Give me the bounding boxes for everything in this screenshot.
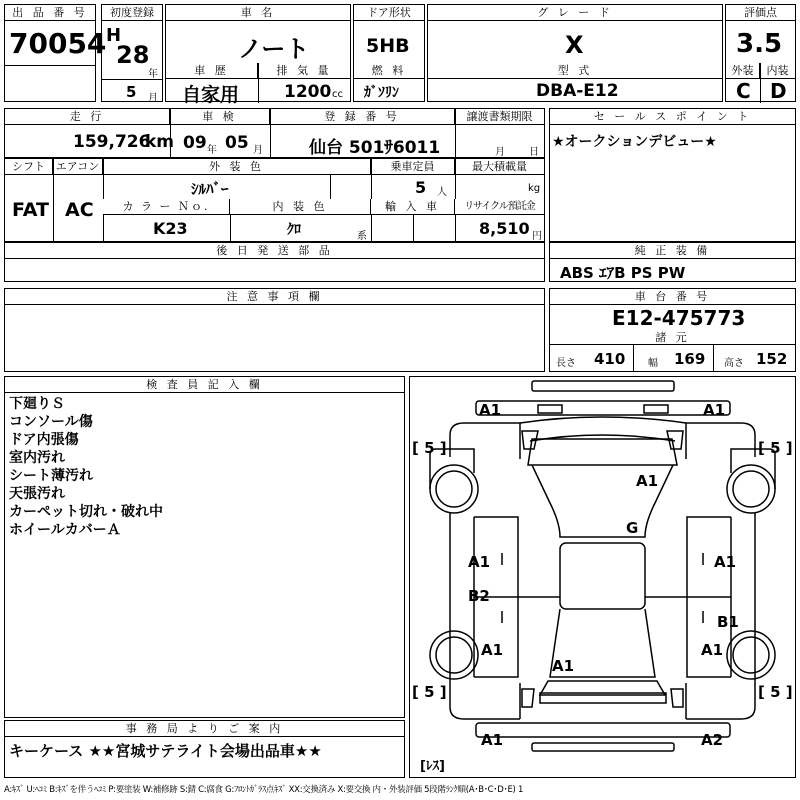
fuel: ｶﾞｿﾘﾝ	[364, 85, 399, 101]
capacity-label: 乗車定員	[371, 159, 455, 175]
inspector-cell	[4, 376, 405, 718]
displacement-unit: cc	[332, 89, 343, 100]
exterior-label: 外装	[726, 63, 760, 79]
recycle-fee: 8,510	[479, 219, 530, 238]
interior-grade: D	[770, 79, 787, 103]
damage-rear-fender-left: A1	[481, 641, 504, 659]
ac-label: エアコン	[53, 159, 103, 175]
damage-rear-right: A2	[701, 731, 724, 749]
height: 152	[756, 350, 788, 368]
transfer-day-unit: 日	[529, 147, 539, 158]
recycle-label: リサイクル預託金	[455, 199, 544, 215]
lot-number-cell	[4, 4, 107, 102]
damage-trunk: A1	[552, 657, 575, 675]
import-label: 輸 入 車	[371, 199, 455, 215]
interior-color: ｸﾛ	[287, 222, 301, 238]
first-registration-cell	[101, 4, 163, 102]
load-label: 最大積載量	[455, 159, 544, 175]
tire-rear-right: [ 5 ]	[758, 683, 793, 701]
load-unit: kg	[528, 183, 541, 194]
shift-label: シフト	[5, 159, 53, 175]
int-color-unit: 系	[357, 231, 367, 242]
spare-tire: [ﾚｽ]	[420, 759, 445, 774]
sales-point-label: セ ー ル ス ポ イ ン ト	[550, 109, 795, 125]
row2	[4, 108, 545, 158]
legend: A:ｷｽﾞ U:ﾍｺﾐ B:ｷｽﾞを伴うﾍｺﾐ P:要塗装 W:補修跡 S:錆 C:腐食 G:ﾌﾛﾝﾄｶﾞﾗｽ点ｷｽﾞ XX:交換済み X:要交換 内・外装評価 5段階ﾗﾝｸ順(A･B･C･D･E) 1	[4, 785, 524, 795]
inspector-note: ドア内張傷	[9, 432, 79, 448]
damage-diagram	[409, 376, 796, 778]
specs-label: 諸 元	[550, 331, 795, 345]
equipment-cell	[549, 242, 796, 282]
history-label: 車 歴	[166, 63, 258, 79]
chassis-label: 車 台 番 号	[550, 289, 795, 305]
inspector-label: 検 査 員 記 入 欄	[5, 377, 404, 393]
mileage-label: 走 行	[5, 109, 170, 125]
history: 自家用	[182, 84, 240, 106]
plate-number: 仙台 501ｻ6011	[309, 138, 441, 158]
width: 169	[674, 350, 706, 368]
damage-rear-left: A1	[481, 731, 504, 749]
damage-bonnet: A1	[636, 472, 659, 490]
recycle-unit: 円	[532, 231, 542, 242]
damage-roof: G	[626, 519, 639, 537]
mileage-unit: km	[145, 132, 175, 152]
era: H	[106, 25, 122, 46]
width-label: 幅	[648, 358, 658, 369]
inspection-label: 車 検	[170, 109, 270, 125]
shift: FAT	[12, 199, 49, 221]
tire-front-left: [ 5 ]	[412, 439, 447, 457]
inspector-note: カーペット切れ・破れ中	[9, 504, 163, 520]
inspection-year: 09	[183, 133, 207, 153]
score: 3.5	[736, 29, 783, 59]
inspector-note: 室内汚れ	[9, 450, 65, 466]
plate-label: 登 録 番 号	[270, 109, 455, 125]
door-type: 5HB	[366, 35, 410, 57]
exterior-color: ｼﾙﾊﾞｰ	[191, 180, 229, 198]
first-reg-label: 初度登録	[102, 5, 162, 21]
color-no-label: カ ラ ー Ｎｏ.	[103, 199, 230, 215]
tire-front-right: [ 5 ]	[758, 439, 793, 457]
grade-label: グ レ ー ド	[428, 5, 722, 21]
parts-label: 後 日 発 送 部 品	[5, 243, 544, 259]
car-name-cell	[165, 4, 351, 106]
inspector-note: 下廻りＳ	[9, 396, 65, 412]
model-label: 型 式	[428, 63, 722, 79]
notes-cell	[4, 288, 545, 372]
capacity-unit: 人	[437, 187, 447, 198]
damage-front-left: A1	[479, 401, 502, 419]
row3	[4, 158, 545, 242]
color-number: K23	[153, 219, 188, 238]
inspector-note: シート薄汚れ	[9, 468, 93, 484]
reg-year: 28	[116, 41, 150, 69]
chassis-cell	[549, 288, 796, 372]
score-cell	[725, 4, 796, 102]
grade: X	[565, 31, 584, 59]
insp-year-unit: 年	[207, 145, 217, 156]
tire-rear-left: [ 5 ]	[412, 683, 447, 701]
sales-point-text: ★オークションデビュー★	[552, 134, 717, 150]
car-outline	[410, 377, 795, 777]
door-label: ドア形状	[354, 5, 424, 21]
lot-number-label: 出 品 番 号	[5, 5, 95, 21]
displacement-label: 排 気 量	[258, 63, 350, 79]
chassis-number: E12-475773	[612, 306, 746, 330]
damage-front-door-left: A1	[468, 553, 491, 571]
sales-point-cell	[549, 108, 796, 242]
model: DBA-E12	[536, 81, 619, 101]
damage-rear-door-left: B2	[468, 587, 490, 605]
car-name-label: 車 名	[166, 5, 350, 21]
door-cell	[353, 4, 425, 102]
damage-front-right: A1	[703, 401, 726, 419]
int-color-label: 内 装 色	[230, 199, 371, 215]
year-unit: 年	[148, 69, 158, 80]
color-label: 外 装 色	[103, 159, 371, 175]
damage-rear-door-right: B1	[717, 613, 739, 631]
office-cell	[4, 720, 405, 778]
displacement: 1200	[284, 82, 332, 102]
grade-cell	[427, 4, 723, 102]
lot-number: 70054	[9, 27, 107, 60]
office-text: キーケース ★★宮城サテライト会場出品車★★	[9, 742, 322, 760]
length-label: 長さ	[556, 358, 576, 369]
height-label: 高さ	[724, 358, 744, 369]
car-name: ノート	[238, 35, 310, 63]
inspection-month: 05	[225, 133, 249, 153]
inspector-note: 天張汚れ	[9, 486, 65, 502]
transfer-month-unit: 月	[495, 147, 505, 158]
damage-front-door-right: A1	[714, 553, 737, 571]
inspector-note: コンソール傷	[9, 414, 93, 430]
air-conditioner: AC	[65, 199, 94, 221]
inspector-notes-list	[9, 395, 163, 539]
transfer-label: 譲渡書類期限	[455, 109, 544, 125]
reg-month: 5	[126, 83, 137, 101]
length: 410	[594, 350, 626, 368]
month-unit: 月	[148, 93, 158, 104]
parts-later-cell	[4, 242, 545, 282]
insp-month-unit: 月	[253, 145, 263, 156]
score-label: 評価点	[726, 5, 795, 21]
capacity: 5	[415, 178, 427, 197]
equipment-label: 純 正 装 備	[550, 243, 795, 259]
damage-rear-fender-right: A1	[701, 641, 724, 659]
office-label: 事 務 局 よ り ご 案 内	[5, 721, 404, 737]
fuel-label: 燃 料	[354, 63, 424, 79]
mileage: 159,726	[73, 132, 151, 152]
notes-label: 注 意 事 項 欄	[5, 289, 544, 305]
equipment-text: ABS ｴｱB PS PW	[560, 264, 686, 282]
interior-label: 内装	[760, 63, 795, 79]
exterior-grade: C	[736, 79, 751, 103]
inspector-note: ホイールカバーＡ	[9, 522, 121, 538]
